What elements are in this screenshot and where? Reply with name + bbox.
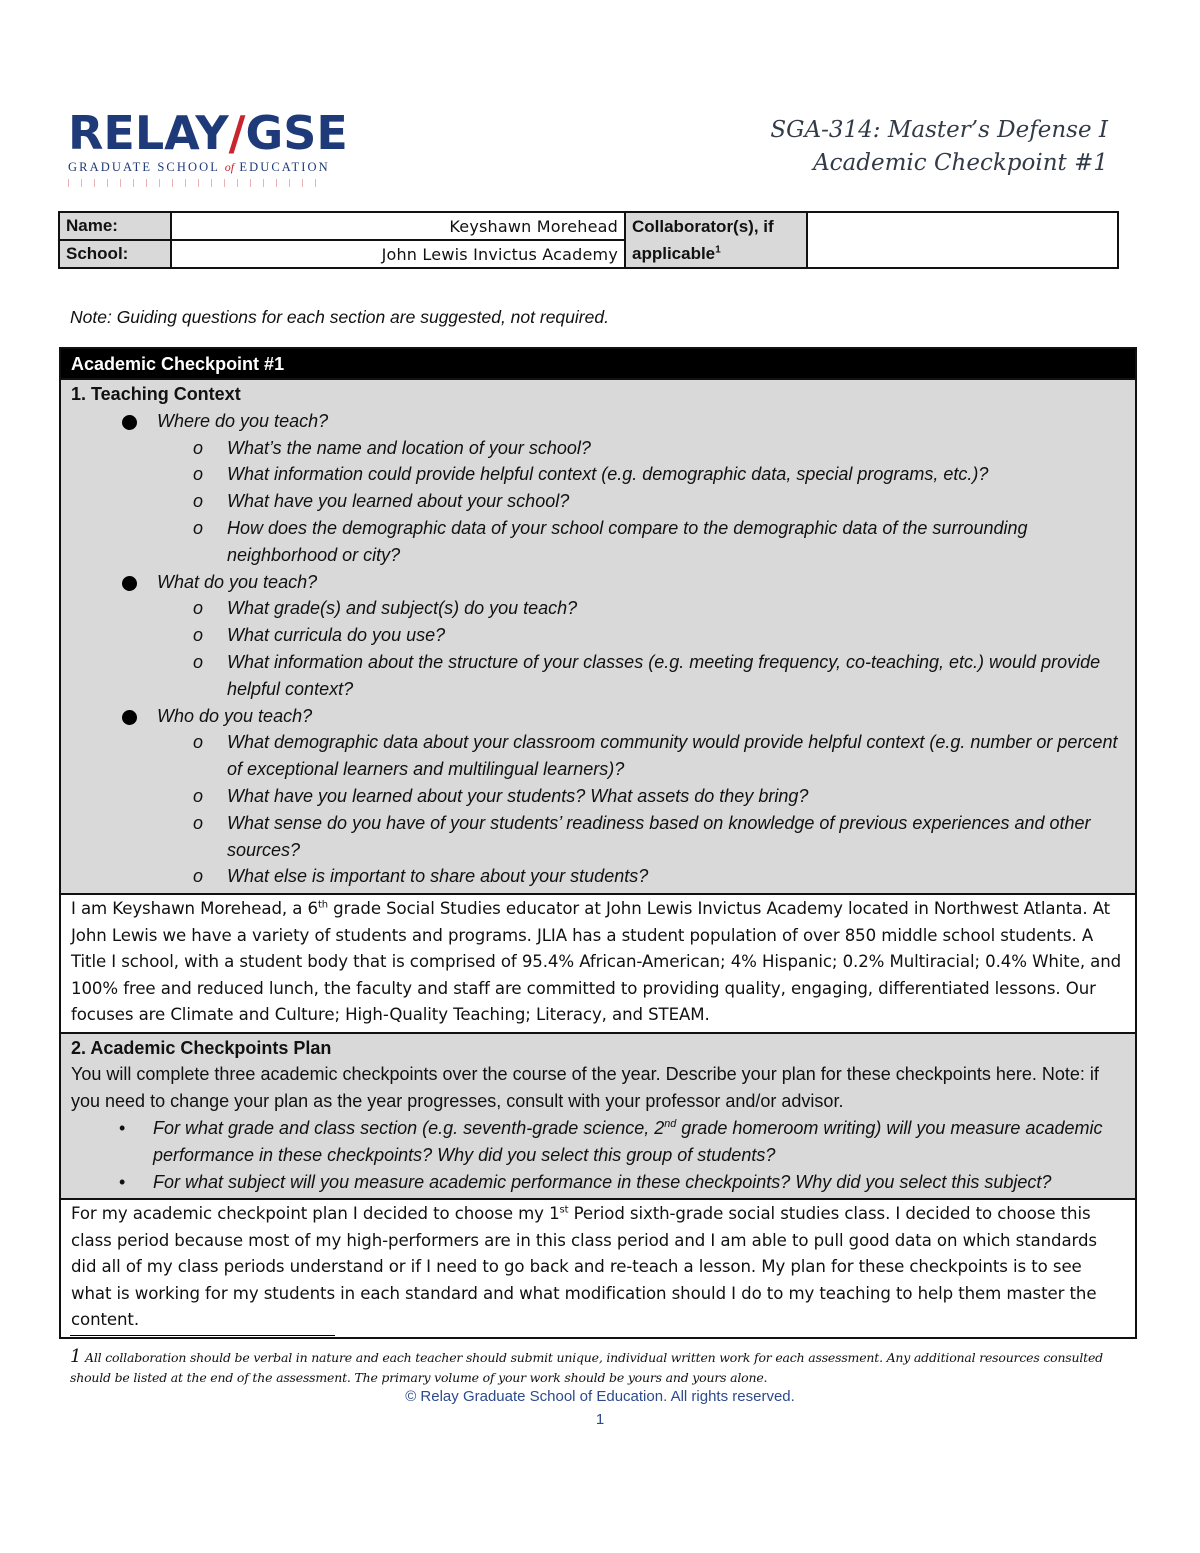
circle-bullet-icon: o [193, 812, 204, 833]
collaborators-label-line2: applicable [632, 244, 716, 263]
response-superscript: st [559, 1204, 569, 1216]
circle-bullet-icon: o [193, 866, 204, 887]
circle-bullet-icon: o [193, 732, 204, 753]
logo-wordmark-slash: / [228, 106, 246, 160]
list-item-text: What have you learned about your school? [227, 491, 570, 512]
list-item-text: What grade(s) and subject(s) do you teach? [227, 598, 578, 619]
list-item-text: What’s the name and location of your school? [227, 437, 591, 458]
bullet-icon: • [119, 1171, 126, 1192]
section1-prompt [60, 379, 1136, 894]
bullet-icon [122, 415, 137, 430]
footnote [70, 1347, 1130, 1388]
student-info-table [58, 211, 1119, 269]
response-text-b: Period sixth-grade social studies class. I decided to choose this class period because most of my high-performers are in this class period and I am able to pull good data on which standards did all of my class periods understand or if I need to go back and re-teach a lesson. My plan for these checkpoints is to see what is working for my students in each standard and what modification should I do to my teaching to help them master the content. [71, 1204, 1097, 1330]
footnote-number: 1 [70, 1346, 82, 1367]
list-item [189, 622, 1125, 649]
list-item [113, 1115, 1125, 1169]
school-value: John Lewis Invictus Academy [171, 240, 625, 268]
list-item [113, 1169, 1125, 1196]
name-label: Name: [59, 212, 171, 240]
bullet-icon [122, 576, 137, 591]
list-item-superscript: nd [664, 1118, 677, 1131]
circle-bullet-icon: o [193, 785, 204, 806]
response-text-b: grade Social Studies educator at John Lewis Invictus Academy located in Northwest Atlanta. At John Lewis we have a variety of students and programs. JLIA has a student population of over 850 middle school students. A Title I school, with a student body that is comprised of 95.4% African-American; 4% Hispanic; 0.2% Multiracial; 0.4% White, and 100% free and reduced lunch, the faculty and staff are committed to providing quality, engaging, differentiated lessons. Our focuses are Climate and Culture; High-Quality Teaching; Literacy, and STEAM. [71, 899, 1122, 1025]
list-item-text: What have you learned about your students? What assets do they bring? [227, 785, 809, 806]
circle-bullet-icon: o [193, 625, 204, 646]
logo-tagline-of: of [224, 160, 235, 174]
section1-question-list [71, 408, 1125, 890]
circle-bullet-icon: o [193, 464, 204, 485]
header-course-title: SGA-314: Master’s Defense I [770, 117, 1108, 143]
header-checkpoint-title: Academic Checkpoint #1 [813, 150, 1108, 176]
school-label: School: [59, 240, 171, 268]
list-item [189, 649, 1125, 703]
response-text-a: I am Keyshawn Morehead, a 6 [71, 899, 318, 919]
circle-bullet-icon: o [193, 651, 204, 672]
section1-response [60, 894, 1136, 1033]
document-header [770, 114, 1108, 180]
logo-wordmark [68, 106, 348, 160]
list-item [189, 515, 1125, 569]
list-item [189, 461, 1125, 488]
list-item-text: For what grade and class section (e.g. seventh-grade science, 2 [153, 1118, 665, 1139]
list-item [189, 729, 1125, 783]
guiding-note: Note: Guiding questions for each section are suggested, not required. [70, 307, 609, 327]
collaborators-label-line1: Collaborator(s), if [632, 217, 774, 236]
footnote-divider [70, 1335, 335, 1336]
list-item [189, 595, 1125, 622]
sub-question-list [157, 435, 1125, 569]
section2-response [60, 1199, 1136, 1338]
list-item-text: What information about the structure of your classes (e.g. meeting frequency, co-teaching, etc.) would provide helpful context? [227, 651, 1101, 699]
response-superscript: th [317, 899, 328, 911]
list-item-text: What demographic data about your classroom community would provide helpful context (e.g. number or percent of exceptional learners and multilingual learners)? [227, 732, 1118, 780]
relay-gse-logo [68, 106, 348, 188]
copyright-notice: © Relay Graduate School of Education. All rights reserved. [405, 1388, 795, 1405]
list-item-text: What curricula do you use? [227, 625, 446, 646]
question-group [119, 569, 1125, 703]
question-group-text: Where do you teach? [157, 410, 329, 431]
section2-intro: You will complete three academic checkpoints over the course of the year. Describe your plan for these checkpoints here. Note: if you need to change your plan as the year progresses, consult with your professor and/or advisor. [71, 1064, 1099, 1112]
footnote-text: All collaboration should be verbal in nature and each teacher should submit unique, individual written work for each assessment. Any additional resources consulted should be listed at the end of the assessment. The primary volume of your work should be yours and yours alone. [70, 1350, 1103, 1385]
list-item [189, 783, 1125, 810]
table-title: Academic Checkpoint #1 [60, 348, 1136, 379]
circle-bullet-icon: o [193, 517, 204, 538]
collaborators-value [807, 212, 1118, 268]
list-item-text: What sense do you have of your students’ readiness based on knowledge of previous experiences and other sources? [227, 812, 1091, 860]
response-text-a: For my academic checkpoint plan I decided to choose my 1 [71, 1204, 560, 1224]
circle-bullet-icon: o [193, 598, 204, 619]
collaborators-label [625, 212, 807, 268]
list-item [189, 435, 1125, 462]
question-group-text: What do you teach? [157, 571, 318, 592]
bullet-icon: • [119, 1118, 126, 1139]
sub-question-list [157, 595, 1125, 702]
checkpoint-table [59, 347, 1137, 1339]
logo-wordmark-gse: GSE [245, 106, 348, 160]
logo-tick-marks [68, 179, 326, 187]
list-item-text: What else is important to share about your students? [227, 866, 649, 887]
list-item-text: For what subject will you measure academic performance in these checkpoints? Why did you select this subject? [153, 1171, 1052, 1192]
section1-heading: 1. Teaching Context [71, 384, 241, 404]
list-item [189, 863, 1125, 890]
logo-wordmark-relay: RELAY [68, 106, 229, 160]
logo-tagline [68, 160, 338, 175]
page-number: 1 [595, 1411, 605, 1428]
section2-question-list [71, 1115, 1125, 1195]
question-group-text: Who do you teach? [157, 705, 313, 726]
sub-question-list [157, 729, 1125, 890]
section2-prompt [60, 1033, 1136, 1200]
circle-bullet-icon: o [193, 437, 204, 458]
list-item-text: How does the demographic data of your school compare to the demographic data of the surrounding neighborhood or city? [227, 517, 1028, 565]
question-group [119, 408, 1125, 569]
section2-heading: 2. Academic Checkpoints Plan [71, 1037, 332, 1058]
list-item [189, 810, 1125, 864]
list-item-text: grade homeroom writing) will you measure academic performance in these checkpoints? Why did you select this group of students? [153, 1118, 1103, 1165]
name-value: Keyshawn Morehead [171, 212, 625, 240]
circle-bullet-icon: o [193, 491, 204, 512]
bullet-icon [122, 710, 137, 725]
footnote-ref: 1 [715, 244, 721, 256]
logo-tagline-a: GRADUATE SCHOOL [68, 160, 220, 174]
list-item-text: What information could provide helpful context (e.g. demographic data, special programs, etc.)? [227, 464, 989, 485]
question-group [119, 703, 1125, 891]
logo-tagline-b: EDUCATION [239, 160, 330, 174]
list-item [189, 488, 1125, 515]
